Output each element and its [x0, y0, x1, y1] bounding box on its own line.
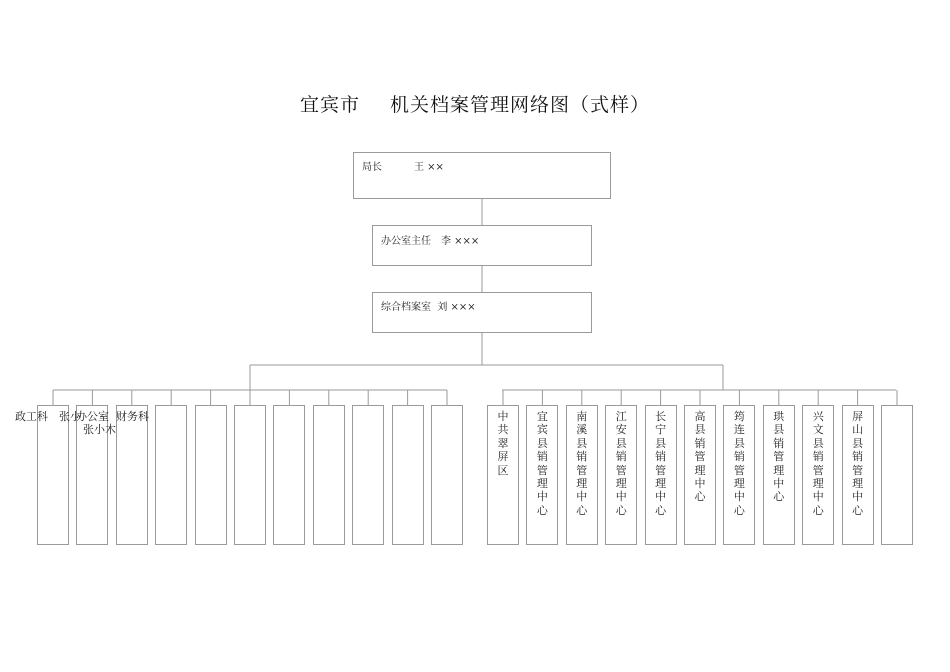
subunit-label: 江安县销管理中心	[615, 410, 627, 517]
dept-label-office: 办公室	[76, 410, 109, 423]
dept-label-zhenggong: 政工科	[15, 410, 48, 423]
title-name: 机关档案管理网络图（式样）	[390, 94, 651, 116]
left-dept-column	[234, 405, 266, 545]
subunit-label: 珙县销管理中心	[773, 410, 785, 504]
subunit-label: 中共翠屏区	[497, 410, 509, 477]
subunit-label: 长宁县销管理中心	[655, 410, 667, 517]
subunit-label: 屏山县销管理中心	[852, 410, 864, 517]
subunit-label: 南溪县销管理中心	[576, 410, 588, 517]
subunit-label: 高 县销管理中心	[694, 410, 706, 504]
dept-label-finance: 财务科	[116, 410, 149, 423]
left-dept-column	[352, 405, 384, 545]
subunit-column	[881, 405, 913, 545]
title-city: 宜宾市	[299, 94, 360, 116]
office-director-text: 办公室主任 李 ×××	[381, 236, 480, 247]
left-dept-column	[392, 405, 424, 545]
left-dept-column	[273, 405, 305, 545]
director-role: 局长	[362, 162, 382, 173]
subunit-label: 宜宾县销管理中心	[536, 410, 548, 517]
dept-label-office-person: 张小木	[83, 423, 116, 436]
subunit-label: 兴文县销管理中心	[812, 410, 824, 517]
dept-label-zhangxiao: 张小	[59, 410, 81, 423]
left-dept-column	[195, 405, 227, 545]
archive-room-text: 综合档案室 刘 ×××	[381, 302, 476, 313]
left-dept-column	[116, 405, 148, 545]
subunit-label: 筠连县销管理中心	[733, 410, 745, 517]
left-dept-column	[431, 405, 463, 545]
director-name: 王 ××	[414, 162, 444, 173]
left-dept-column	[155, 405, 187, 545]
left-dept-column	[37, 405, 69, 545]
left-dept-column	[313, 405, 345, 545]
director-box	[353, 152, 611, 199]
